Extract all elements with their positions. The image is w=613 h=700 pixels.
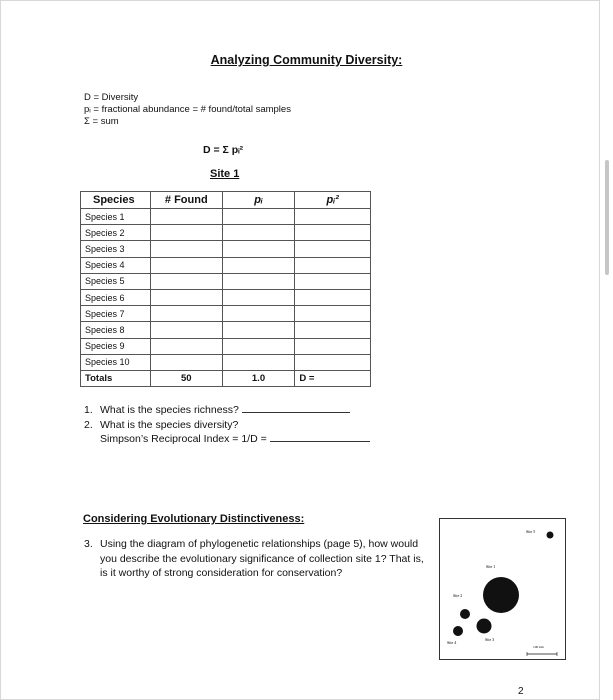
found-cell[interactable] bbox=[150, 289, 222, 305]
species-name: Species 3 bbox=[81, 241, 151, 257]
pi-squared-cell[interactable] bbox=[295, 289, 371, 305]
diversity-formula: D = Σ pᵢ² bbox=[203, 144, 244, 156]
species-name: Species 7 bbox=[81, 306, 151, 322]
definitions bbox=[84, 92, 291, 128]
site-2-label: Site 2 bbox=[453, 593, 463, 598]
table-row bbox=[81, 306, 371, 322]
pi-squared-cell[interactable] bbox=[295, 225, 371, 241]
pi-squared-cell[interactable] bbox=[295, 322, 371, 338]
site-2-dot bbox=[460, 609, 470, 619]
question-text: Using the diagram of phylogenetic relationships (page 5), how would you describe the evolutionary significance of collection site 1? That is, is it worthy of strong consideration for conservation? bbox=[100, 538, 424, 579]
totals-label: Totals bbox=[81, 370, 151, 386]
pi-squared-cell[interactable] bbox=[295, 209, 371, 225]
question-number: 2. bbox=[84, 418, 93, 431]
site-4-dot bbox=[453, 626, 463, 636]
site-4-label: Site 4 bbox=[447, 640, 457, 645]
pi-squared-cell[interactable] bbox=[295, 338, 371, 354]
page-title: Analyzing Community Diversity: bbox=[210, 53, 403, 67]
species-name: Species 1 bbox=[81, 209, 151, 225]
site-heading: Site 1 bbox=[210, 168, 240, 180]
pi-squared-cell[interactable] bbox=[295, 354, 371, 370]
found-cell[interactable] bbox=[150, 354, 222, 370]
totals-pi: 1.0 bbox=[222, 370, 295, 386]
table-row bbox=[81, 241, 371, 257]
found-cell[interactable] bbox=[150, 273, 222, 289]
pi-cell[interactable] bbox=[222, 322, 295, 338]
header-found: # Found bbox=[150, 192, 222, 209]
scrollbar[interactable] bbox=[605, 160, 609, 275]
table-row bbox=[81, 322, 371, 338]
pi-cell[interactable] bbox=[222, 241, 295, 257]
header-pi: pᵢ bbox=[222, 192, 295, 209]
question-number: 3. bbox=[84, 538, 93, 550]
pi-cell[interactable] bbox=[222, 306, 295, 322]
found-cell[interactable] bbox=[150, 241, 222, 257]
pi-squared-cell[interactable] bbox=[295, 241, 371, 257]
question-number: 1. bbox=[84, 404, 93, 416]
answer-blank[interactable] bbox=[270, 432, 370, 442]
totals-found: 50 bbox=[150, 370, 222, 386]
question-list bbox=[84, 403, 370, 447]
scale-bar-label: 100 km bbox=[533, 645, 544, 649]
question-3 bbox=[84, 537, 434, 581]
site-5-label: Site 5 bbox=[526, 529, 536, 534]
species-name: Species 2 bbox=[81, 225, 151, 241]
question-2 bbox=[84, 418, 370, 433]
definition-fractional-abundance: pᵢ = fractional abundance = # found/total samples bbox=[84, 104, 291, 115]
pi-squared-cell[interactable] bbox=[295, 257, 371, 273]
site-map-diagram bbox=[439, 518, 566, 660]
question-2-sub bbox=[84, 432, 370, 447]
site-5-dot bbox=[547, 532, 554, 539]
species-name: Species 8 bbox=[81, 322, 151, 338]
site-1-label: Site 1 bbox=[486, 564, 496, 569]
pi-cell[interactable] bbox=[222, 289, 295, 305]
pi-cell[interactable] bbox=[222, 257, 295, 273]
answer-blank[interactable] bbox=[242, 403, 350, 413]
pi-cell[interactable] bbox=[222, 273, 295, 289]
pi-cell[interactable] bbox=[222, 209, 295, 225]
definition-sum: Σ = sum bbox=[84, 116, 119, 127]
question-1 bbox=[84, 403, 370, 418]
simpson-index-label: Simpson’s Reciprocal Index = 1/D = bbox=[100, 433, 267, 445]
definition-diversity: D = Diversity bbox=[84, 92, 139, 103]
site-3-label: Site 3 bbox=[485, 637, 495, 642]
site-1-dot bbox=[483, 577, 519, 613]
question-text: What is the species richness? bbox=[100, 404, 239, 416]
question-text: What is the species diversity? bbox=[100, 418, 239, 431]
totals-row bbox=[81, 370, 371, 386]
table-row bbox=[81, 257, 371, 273]
site-map-svg bbox=[440, 519, 565, 659]
pi-squared-cell[interactable] bbox=[295, 273, 371, 289]
header-species: Species bbox=[81, 192, 151, 209]
table-row bbox=[81, 209, 371, 225]
species-name: Species 6 bbox=[81, 289, 151, 305]
site-3-dot bbox=[477, 619, 492, 634]
species-name: Species 9 bbox=[81, 338, 151, 354]
section-heading: Considering Evolutionary Distinctiveness: bbox=[83, 513, 305, 525]
found-cell[interactable] bbox=[150, 338, 222, 354]
species-table bbox=[80, 191, 371, 387]
pi-cell[interactable] bbox=[222, 354, 295, 370]
page-number: 2 bbox=[518, 686, 524, 697]
found-cell[interactable] bbox=[150, 322, 222, 338]
species-name: Species 4 bbox=[81, 257, 151, 273]
pi-cell[interactable] bbox=[222, 338, 295, 354]
found-cell[interactable] bbox=[150, 225, 222, 241]
found-cell[interactable] bbox=[150, 209, 222, 225]
pi-cell[interactable] bbox=[222, 225, 295, 241]
table-row bbox=[81, 225, 371, 241]
header-pi-squared: pᵢ² bbox=[295, 192, 371, 209]
pi-squared-cell[interactable] bbox=[295, 306, 371, 322]
table-row bbox=[81, 338, 371, 354]
table-row bbox=[81, 289, 371, 305]
table-row bbox=[81, 273, 371, 289]
species-name: Species 10 bbox=[81, 354, 151, 370]
found-cell[interactable] bbox=[150, 306, 222, 322]
species-name: Species 5 bbox=[81, 273, 151, 289]
totals-diversity[interactable]: D = bbox=[295, 370, 371, 386]
found-cell[interactable] bbox=[150, 257, 222, 273]
table-row bbox=[81, 354, 371, 370]
